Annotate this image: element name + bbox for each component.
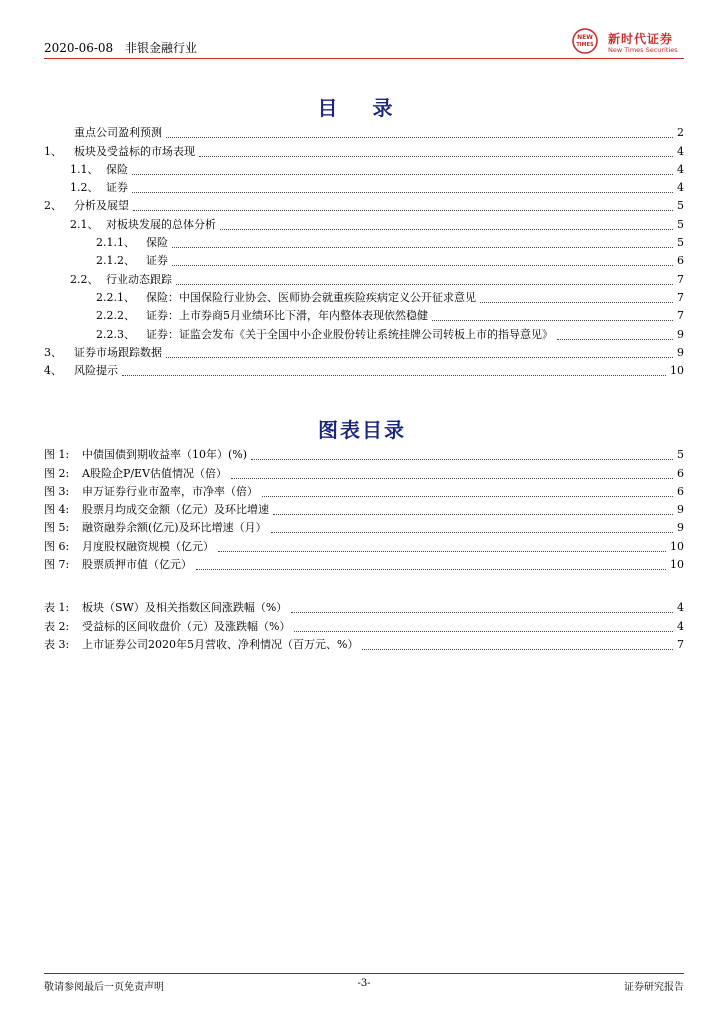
entry-text: 证券市场跟踪数据 bbox=[74, 345, 162, 359]
entry-label bbox=[44, 483, 260, 501]
table-list bbox=[44, 599, 684, 654]
entry-label bbox=[96, 234, 170, 252]
entry-page-number: 4 bbox=[677, 144, 684, 158]
dot-leader bbox=[218, 551, 666, 552]
entry-label bbox=[44, 143, 197, 161]
new-times-badge-icon bbox=[572, 28, 598, 54]
entry-number: 2.1、 bbox=[70, 217, 99, 231]
table-entry[interactable] bbox=[44, 599, 684, 617]
entry-number: 1.2、 bbox=[70, 181, 99, 195]
disclaimer-note: 敬请参阅最后一页免责声明 bbox=[44, 982, 164, 993]
entry-page-number: 7 bbox=[677, 637, 684, 651]
entry-page-number: 5 bbox=[677, 199, 684, 213]
entry-text: 中债国债到期收益率（10年）(%) bbox=[82, 448, 248, 462]
entry-label bbox=[44, 556, 194, 574]
dot-leader bbox=[294, 631, 673, 632]
entry-text: 证券 bbox=[106, 181, 128, 195]
entry-label bbox=[44, 465, 229, 483]
entry-number: 表 2: bbox=[44, 619, 70, 633]
toc-entry[interactable] bbox=[44, 124, 684, 142]
toc-entry[interactable] bbox=[44, 179, 684, 197]
entry-text: 证券 bbox=[146, 254, 168, 268]
entry-label bbox=[44, 519, 269, 537]
dot-leader bbox=[176, 284, 673, 285]
entry-label bbox=[70, 216, 218, 234]
logo-cn-text: 新时代证券 bbox=[608, 32, 674, 46]
entry-page-number: 6 bbox=[677, 254, 684, 268]
entry-number: 图 6: bbox=[44, 539, 70, 553]
entry-page-number: 10 bbox=[670, 558, 684, 572]
entry-label bbox=[96, 326, 555, 344]
entry-label bbox=[96, 289, 478, 307]
entry-number: 图 1: bbox=[44, 448, 70, 462]
dot-leader bbox=[262, 496, 673, 497]
entry-number: 3、 bbox=[44, 345, 62, 359]
toc-entry[interactable] bbox=[44, 344, 684, 362]
toc-entry[interactable] bbox=[44, 234, 684, 252]
entry-number: 图 3: bbox=[44, 484, 70, 498]
entry-number: 2.1.2、 bbox=[96, 254, 135, 268]
entry-text: 板块及受益标的市场表现 bbox=[74, 144, 195, 158]
entry-page-number: 9 bbox=[677, 327, 684, 341]
dot-leader bbox=[271, 532, 673, 533]
entry-number: 表 3: bbox=[44, 637, 70, 651]
figure-entry[interactable] bbox=[44, 537, 684, 555]
dot-leader bbox=[273, 514, 673, 515]
entry-number: 图 4: bbox=[44, 503, 70, 517]
entry-label bbox=[44, 344, 164, 362]
figure-list-title: 图表目录 bbox=[318, 418, 406, 442]
entry-page-number: 10 bbox=[670, 364, 684, 378]
entry-number: 1.1、 bbox=[70, 162, 99, 176]
toc-entry[interactable] bbox=[44, 325, 684, 343]
entry-text: 申万证券行业市盈率，市净率（倍） bbox=[82, 484, 258, 498]
entry-page-number: 4 bbox=[677, 162, 684, 176]
entry-label bbox=[44, 636, 360, 654]
entry-number: 图 5: bbox=[44, 521, 70, 535]
entry-label bbox=[44, 599, 289, 617]
entry-page-number: 5 bbox=[677, 448, 684, 462]
report-type: 证券研究报告 bbox=[624, 982, 684, 993]
entry-label bbox=[70, 179, 130, 197]
dot-leader bbox=[122, 375, 666, 376]
toc-entry[interactable] bbox=[44, 142, 684, 160]
dot-leader bbox=[291, 612, 673, 613]
page-number: -3- bbox=[357, 978, 371, 989]
entry-page-number: 5 bbox=[677, 217, 684, 231]
entry-number: 2.2.1、 bbox=[96, 290, 135, 304]
entry-text: 受益标的区间收盘价（元）及涨跌幅（%） bbox=[82, 619, 291, 633]
entry-number: 图 2: bbox=[44, 466, 70, 480]
dot-leader bbox=[172, 265, 673, 266]
figure-entry[interactable] bbox=[44, 556, 684, 574]
dot-leader bbox=[231, 478, 673, 479]
entry-text: 证券：证监会发布《关于全国中小企业股份转让系统挂牌公司转板上市的指导意见》 bbox=[146, 327, 553, 341]
dot-leader bbox=[133, 210, 673, 211]
table-entry[interactable] bbox=[44, 617, 684, 635]
entry-text: 行业动态跟踪 bbox=[106, 272, 172, 286]
entry-label bbox=[44, 197, 131, 215]
svg-text:TIMES: TIMES bbox=[576, 42, 594, 48]
dot-leader bbox=[132, 192, 673, 193]
entry-label bbox=[44, 362, 120, 380]
dot-leader bbox=[166, 137, 673, 138]
entry-number: 2.2、 bbox=[70, 272, 99, 286]
toc-list bbox=[44, 124, 684, 380]
entry-text: A股险企P/EV估值情况（倍） bbox=[82, 466, 228, 480]
toc-entry[interactable] bbox=[44, 252, 684, 270]
header-info bbox=[44, 39, 197, 56]
entry-label bbox=[96, 252, 170, 270]
toc-entry[interactable] bbox=[44, 270, 684, 288]
entry-number: 4、 bbox=[44, 364, 62, 378]
entry-page-number: 4 bbox=[677, 601, 684, 615]
toc-entry[interactable] bbox=[44, 362, 684, 380]
entry-page-number: 4 bbox=[677, 619, 684, 633]
page-footer bbox=[44, 978, 684, 994]
entry-page-number: 7 bbox=[677, 290, 684, 304]
entry-text: 股票质押市值（亿元） bbox=[82, 558, 192, 572]
entry-text: 重点公司盈利预测 bbox=[74, 126, 162, 140]
footer-divider bbox=[44, 973, 684, 974]
entry-page-number: 7 bbox=[677, 272, 684, 286]
dot-leader bbox=[432, 320, 673, 321]
entry-label bbox=[44, 538, 216, 556]
toc-entry[interactable] bbox=[44, 215, 684, 233]
entry-text: 保险：中国保险行业协会、医师协会就重疾险疾病定义公开征求意见 bbox=[146, 290, 476, 304]
figure-list bbox=[44, 446, 684, 574]
entry-text: 上市证券公司2020年5月营收、净利情况（百万元、%） bbox=[82, 637, 359, 651]
dot-leader bbox=[199, 156, 673, 157]
report-category: 非银金融行业 bbox=[125, 41, 198, 55]
entry-number: 2.2.2、 bbox=[96, 309, 135, 323]
entry-number: 2.2.3、 bbox=[96, 327, 135, 341]
company-logo bbox=[572, 28, 684, 58]
header-divider bbox=[44, 58, 684, 59]
entry-label bbox=[96, 307, 430, 325]
entry-page-number: 9 bbox=[677, 521, 684, 535]
entry-number: 1、 bbox=[44, 144, 62, 158]
table-entry[interactable] bbox=[44, 636, 684, 654]
dot-leader bbox=[251, 459, 673, 460]
entry-number: 2.1.1、 bbox=[96, 236, 135, 250]
entry-page-number: 9 bbox=[677, 503, 684, 517]
entry-page-number: 6 bbox=[677, 484, 684, 498]
toc-entry[interactable] bbox=[44, 289, 684, 307]
entry-page-number: 6 bbox=[677, 466, 684, 480]
entry-page-number: 4 bbox=[677, 181, 684, 195]
entry-label bbox=[44, 618, 292, 636]
entry-page-number: 7 bbox=[677, 309, 684, 323]
entry-page-number: 9 bbox=[677, 345, 684, 359]
dot-leader bbox=[196, 569, 666, 570]
dot-leader bbox=[362, 649, 673, 650]
entry-text: 板块（SW）及相关指数区间涨跌幅（%） bbox=[82, 601, 288, 615]
entry-text: 保险 bbox=[146, 236, 168, 250]
figure-entry[interactable] bbox=[44, 446, 684, 464]
entry-number: 图 7: bbox=[44, 558, 70, 572]
entry-text: 月度股权融资规模（亿元） bbox=[82, 539, 214, 553]
entry-label bbox=[44, 124, 164, 142]
dot-leader bbox=[172, 247, 673, 248]
report-date: 2020-06-08 bbox=[44, 41, 114, 55]
entry-label bbox=[70, 271, 174, 289]
toc-entry[interactable] bbox=[44, 197, 684, 215]
figure-entry[interactable] bbox=[44, 464, 684, 482]
entry-text: 分析及展望 bbox=[74, 199, 129, 213]
dot-leader bbox=[557, 339, 673, 340]
entry-page-number: 10 bbox=[670, 539, 684, 553]
entry-page-number: 5 bbox=[677, 236, 684, 250]
entry-number: 表 1: bbox=[44, 601, 70, 615]
dot-leader bbox=[220, 229, 673, 230]
figure-entry[interactable] bbox=[44, 483, 684, 501]
entry-text: 风险提示 bbox=[74, 364, 118, 378]
toc-entry[interactable] bbox=[44, 307, 684, 325]
logo-en-text: New Times Securities bbox=[608, 46, 678, 54]
dot-leader bbox=[480, 302, 673, 303]
entry-text: 证券：上市券商5月业绩环比下滑，年内整体表现依然稳健 bbox=[146, 309, 428, 323]
toc-title: 目 录 bbox=[317, 96, 407, 120]
entry-label bbox=[70, 161, 130, 179]
toc-entry[interactable] bbox=[44, 161, 684, 179]
entry-label bbox=[44, 446, 249, 464]
dot-leader bbox=[132, 174, 673, 175]
svg-text:NEW: NEW bbox=[577, 34, 593, 41]
entry-page-number: 2 bbox=[677, 126, 684, 140]
entry-text: 股票月均成交金额（亿元）及环比增速 bbox=[82, 503, 269, 517]
dot-leader bbox=[166, 357, 673, 358]
entry-number: 2、 bbox=[44, 199, 62, 213]
entry-label bbox=[44, 501, 271, 519]
figure-entry[interactable] bbox=[44, 519, 684, 537]
entry-text: 融资融券余额(亿元)及环比增速（月） bbox=[82, 521, 267, 535]
entry-text: 保险 bbox=[106, 162, 128, 176]
entry-text: 对板块发展的总体分析 bbox=[106, 217, 216, 231]
figure-entry[interactable] bbox=[44, 501, 684, 519]
